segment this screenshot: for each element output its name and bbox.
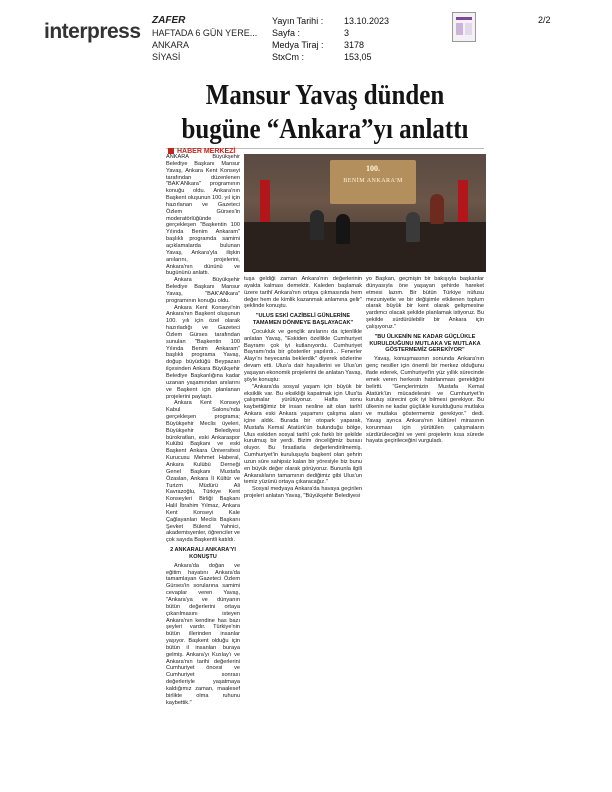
speaker-figure <box>310 210 324 240</box>
interpress-logo: interpress <box>44 20 141 43</box>
meta-label: StxCm : <box>272 52 305 62</box>
publication-city: ANKARA <box>152 40 190 50</box>
flag <box>260 180 270 224</box>
paragraph: Sosyal medyaya Ankara'da havaya geçirilen projeleri anlatan Yavaş, "Büyükşehir Belediyesi <box>244 486 362 500</box>
article-column-2 <box>244 276 362 788</box>
publication-info <box>152 15 257 63</box>
flag <box>458 180 468 224</box>
meta-value: 153,05 <box>344 52 372 62</box>
stage-floor <box>244 222 486 272</box>
article-photo <box>244 154 486 272</box>
meta-value: 13.10.2023 <box>344 16 390 26</box>
subheading: 2 ANKARALI ANKARA'YI KONUŞTU <box>170 547 236 560</box>
paragraph: Ankara Kent Konseyi'nin Ankara'nın Başkent oluşunun 100. yılı için özel olarak hazırladığı ve Gazeteci Özlem Gürses tarafından sunulan "Başkentin 100 Yılında Benim Ankaram" başlıklı programa Yavaş, doğup büyüdüğü Beypazarı ilçesinden Ankara Büyükşehir Belediye Başkanlığına kadar uzanan yaşamından anılarını ve Başkent için planlanan projelerini paylaştı. <box>166 304 240 400</box>
meta-value: 3178 <box>344 40 365 50</box>
paragraph: "Ankara'da sosyal yaşam için büyük bir eksiklik var. Bu eksikliği kapatmak için Ulus'ta çalışmalar yürütüyoruz. Hafta sonu kaybettiğimiz bir insan nesline ait olan tarihî Ankara eski Ankara yaşamını çalışma alanı içine aldık. Burada bir otopark yaparak, Mustafa Kemal Atatürk'ün bulunduğu bölge, Ulus eskiden sosyal tarihî çok farklı bir şekilde kurulmuş bir yerdi. Bizim önceliğimiz burası oluyor. Bu fırsatlarla değerlendirilmemiş. Cumhuriyet'in kuruluşuyla başkent olan şehrin uzun süre sahipsiz kalan bir yöresiyle biz bunu en büyük değer olarak görüyoruz. Bununla ilgili Ankaralıların tamamının dediğimiz gibi Ulus'un temiz yüzünü ortaya çıkaracağız." <box>244 383 362 486</box>
paragraph: Çocukluk ve gençlik anılarını da içtenlikle anlatan Yavaş, "Eskiden özellikle Cumhuriyet Bayramı çok iyi kutlanıyordu. Cumhuriyet Bayramı'nda bir gösteriler yapılırdı... Fenerler Alayı'nı heyecanla beklerdik" diyerek sözlerine devam etti. Ulus'a dair hayallerini ve Ulus'un yaşayan ekonomik projelerini de anlatan Yavaş, şöyle konuştu: <box>244 328 362 383</box>
source-label: HABER MERKEZİ <box>177 148 236 155</box>
meta-row <box>272 51 389 63</box>
page-thumbnail[interactable] <box>452 12 476 42</box>
publication-category: SİYASİ <box>152 52 181 62</box>
headline-line: bugüne “Ankara”yı anlattı <box>181 113 469 145</box>
page-indicator: 2/2 <box>538 15 551 25</box>
paragraph: tuşa geldiği zaman Ankara'nın değerlerinin ayakta kalması demektir. Kaleden başlamak üzere tarihî Ankara'nın ortaya çıkmasında hem değer hem de kimlik kazanmak anlamına gelir" şeklinde konuştu. <box>244 276 362 310</box>
publication-name: ZAFER <box>152 15 186 26</box>
photo-banner-title: BENİM ANKARA'M <box>343 178 403 184</box>
paragraph: yo Başkan, geçmişin bir bakışıyla başkanlar dünyasıyla öne yaşayan şehirde hareket etmesi lazım. Bir bütün Türkiye nüfusu mezuniyetle ve bir değişimle etkilenen toplum olarak büyük bir kent olarak gelişmesine yardımcı olacak şekilde planlamak istiyoruz. Bu şekilde sürdürülebilir bir Ankara için çalışıyoruz." <box>366 276 484 330</box>
paragraph: Yavaş, konuşmasının sonunda Ankara'nın genç nesiller için önemli bir merkez olduğunu ifade ederek, Cumhuriyet'in yüz yıllık sürecinde emek veren herkesin hatırlanması gerektiğini belirtti. "Gençlerimizin Mustafa Kemal Atatürk'ün mücadelesini ve Cumhuriyet'in kuruluş sürecini çok iyi bilmesi gerekiyor. Bu ülkenin ne kadar güçlükle kurulduğunu mutlaka ve mutlaka göstermemiz gerekiyor." dedi. Yavaş ayrıca Ankara'nın kültürel mirasının korunması için yürütülen çalışmaların sürdürüleceğini ve yeni projelerin kısa sürede hayata geçirileceğini vurguladı. <box>366 356 484 445</box>
meta-value: 3 <box>344 28 350 38</box>
headline-line: Mansur Yavaş dünden <box>205 79 445 111</box>
thumb-block <box>465 23 472 35</box>
clipping-metadata <box>272 15 389 63</box>
meta-row <box>272 39 389 51</box>
headline <box>175 78 476 146</box>
meta-row <box>272 15 389 27</box>
meta-label: Sayfa : <box>272 28 301 38</box>
thumb-block <box>456 17 472 20</box>
subheading: "BU ÜLKENİN NE KADAR GÜÇLÜKLE KURULDUĞUNU MUTLAKA VE MUTLAKA GÖSTERMEMİZ GEREKİYOR" <box>369 333 481 354</box>
meta-row <box>272 27 389 39</box>
paragraph: Ankara Büyükşehir Belediye Başkanı Mansur Yavaş, "BAK'ANkara" programının konuğu oldu. <box>166 277 240 304</box>
article-column-1 <box>166 154 240 786</box>
photo-banner-number: 100. <box>366 164 380 173</box>
meta-label: Medya Tiraj : <box>272 40 324 50</box>
paragraph: ANKARA Büyükşehir Belediye Başkanı Mansur Yavaş, Ankara Kent Konseyi tarafından düzenlenen "BAK'ANkara" programının konuğu oldu. Ankara'nın Başkent oluşunun 100. yıl için hazırlanan ve Gazeteci Özlem Gürses'in moderatörlüğünde gerçekleşen "Başkentin 100 Yılında Benim Ankaram" başlıklı programda samimi açıklamalarda bulunan Yavaş, Ankara'yla ilişkin anılarını, projelerini, Ankara'nın dününü ve bugününü anlattı. <box>166 154 240 277</box>
subheading: "ULUS ESKİ CAZİBELİ GÜNLERİNE TAMAMEN DÖNMEYE BAŞLAYACAK" <box>252 313 354 327</box>
meta-label: Yayın Tarihi : <box>272 16 324 26</box>
article-column-3 <box>366 276 484 788</box>
speaker-figure <box>336 214 350 244</box>
speaker-figure <box>406 212 420 242</box>
publication-frequency: HAFTADA 6 GÜN YERE... <box>152 28 258 38</box>
paragraph: Ankara Kent Konseyi Kabul Salonu'nda gerçekleşen programa; Büyükşehir Meclis üyeleri, Büyükşehir Belediyesi bürokratları, eski Ankaraspor Kulübü Başkanı ve eski Başkent Ankara Üniversitesi Kurucusu Mehmet Haberal, Ankara Kulübü Derneği Genel Başkanı Mustafa Özaslan, Ankara İl Kültür ve Turizm Müdürü Ali Kavrazoğlu, Türkiye Kent Konseyleri Birliği Başkanı Halil İbrahim Yılmaz, Ankara Kent Konseyi Kale Çağlayanları Meclis Başkanı Şevket Bülend Yahnici, akademisyenler, öğrenciler ve çok sayıda Başkentli katıldı. <box>166 400 240 544</box>
thumb-block <box>456 23 463 35</box>
performer-figure <box>430 194 444 224</box>
paragraph: Ankara'da doğan ve eğitim hayatını Ankara'da tamamlayan Gazeteci Özlem Gürses'in sorularına samimi cevaplar veren Yavaş, "Ankara'ya ve dünyanın bütün değerlerini ortaya çıkarılmasını isteyen Ankara'nın kendine has bazı şeyleri vardır. Türkiye'nin bütün illerinden insanlar yaşıyor. Başkent olduğu için bütün il insanları buraya gelmiş. Ankara'yı Kızılay'ı ve Ankara'nın tarihi değerlerini Cumhuriyet öncesi ve Cumhuriyet sonrası değerleriyle yaşatmaya kaldığımız zaman, maalesef birlikte olma ruhunu kaybettik." <box>166 562 240 706</box>
